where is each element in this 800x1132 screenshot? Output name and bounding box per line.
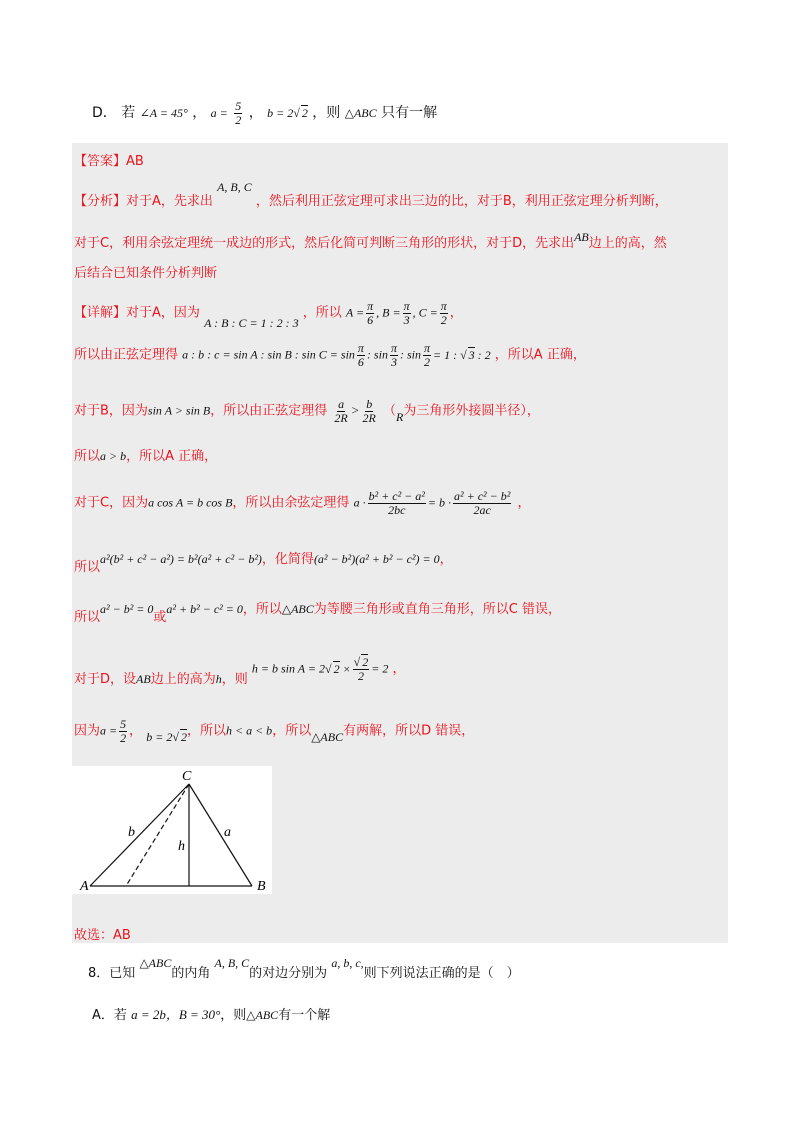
side-a [189, 784, 252, 886]
analysis-line-3: 后结合已知条件分析判断 [74, 266, 218, 281]
detail-tag: 【详解】 [74, 305, 127, 321]
analysis-line-2: 对于C，利用余弦定理统一成边的形式，然后化简可判断三角形的形状，对于D，先求出AB边上的高，然 [74, 230, 667, 251]
option-d: D． 若 ∠A = 45° ， a = $\frac{5}{2}$ ， b = 2√ 2 ，则 △ABC 只有一解 [92, 99, 438, 127]
q8-number: 8． [88, 966, 110, 981]
side-b [90, 784, 189, 886]
option-d-b-eq: b = 2 [267, 106, 294, 121]
question-8: 8．已知 △ABC的内角 A, B, C的对边分别为 a, b, c,则下列说法正确的是（ ） [88, 956, 520, 981]
answer-tag: 【答案】 [74, 154, 127, 169]
dashed-side [126, 784, 189, 886]
option-d-ruo: 若 [121, 105, 136, 122]
label-a: a [224, 825, 231, 840]
detail-line-7: 所以a² − b² = 0或a² + b² − c² = 0，所以△ABC为等腰三角形或直角三角形，所以C 错误， [74, 602, 561, 625]
q8-option-a: A．若 a = 2b，B = 30°，则△ABC有一个解 [92, 1007, 331, 1023]
answer-value: AB [126, 154, 144, 169]
option-d-label: D． [92, 105, 117, 122]
option-d-angle: ∠A = 45° [139, 106, 188, 121]
triangle-diagram [72, 766, 272, 894]
label-A: A [80, 879, 89, 894]
detail-line-9: 因为a = $\frac{5}{2}$ ， b = 2√ 2，所以h < a < b，所以△ABC有两解，所以D 错误， [74, 717, 475, 745]
label-C: C [182, 769, 192, 784]
label-B: B [257, 879, 266, 894]
option-d-a-eq: a = [210, 106, 228, 121]
option-d-tail: 只有一解 [381, 105, 438, 122]
answer-line [74, 150, 144, 169]
detail-line-1: 【详解】对于A，因为 A : B : C = 1 : 2 : 3 ，所以 A = $\frac{\pi}{6}$ , B = $\frac{\pi}{3}$ , C = $\frac{\pi}{2}$ ， [74, 299, 463, 330]
label-h: h [178, 839, 185, 854]
option-d-triangle: △ABC [344, 106, 377, 121]
q8-option-a-label: A． [92, 1008, 114, 1023]
detail-line-8: 对于D，设AB边上的高为h，则 h = b sin A = 2√ 2 × $\frac{√ 2}{2}$ = 2 ， [74, 655, 406, 687]
analysis-tag: 【分析】 [74, 194, 127, 209]
detail-line-5: 对于C，因为a cos A = b cos B，所以由余弦定理得 a · $\frac{\text{b² + c² − a²}}{2bc}$ = b · $\frac{\text{a² + c² − b²}}{2ac}$ ， [74, 489, 531, 517]
detail-line-2: 所以由正弦定理得 a : b : c = sin A : sin B : sin C = sin $\frac{\pi}{6}$ : sin $\frac{\pi}{3}$ : sin $\frac{\pi}{2}$ = 1 : √ 3 : 2 ，所以A 正确， [74, 341, 586, 369]
triangle-figure [72, 766, 272, 894]
option-d-a-frac: $\frac{5}{2}$ [235, 99, 242, 127]
detail-line-6: 所以a²(b² + c² − a²) = b²(a² + c² − b²)，化简得(a² − b²)(a² + b² − c²) = 0， [74, 552, 453, 575]
detail-line-3: 对于B，因为sin A > sin B，所以由正弦定理得 $\frac{a}{2R}$ > $\frac{b}{2R}$ （R为三角形外接圆半径）， [74, 397, 540, 425]
detail-line-4: 所以a > b，所以A 正确， [74, 449, 218, 464]
analysis-line-1: 【分析】对于A，先求出 A, B, C ，然后利用正弦定理可求出三边的比，对于B，利用正弦定理分析判断， [74, 180, 668, 209]
conclusion: 故选：AB [74, 928, 131, 943]
label-b: b [128, 825, 135, 840]
